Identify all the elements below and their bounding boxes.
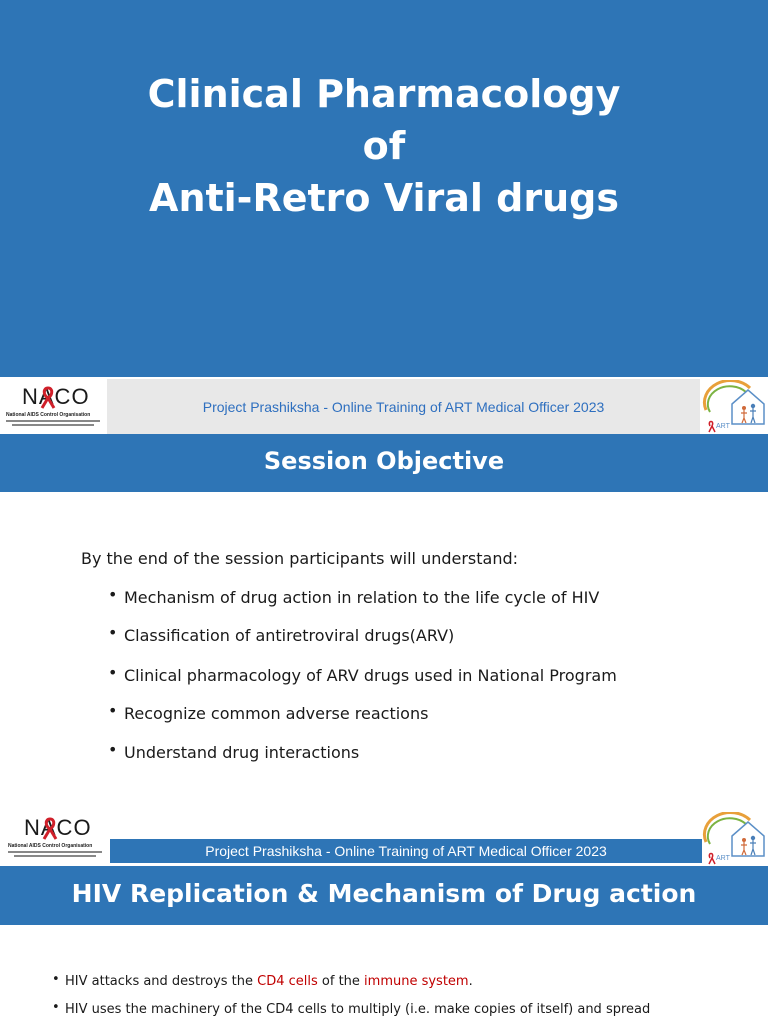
title-line-2: of <box>362 124 406 168</box>
text-segment: HIV attacks and destroys the <box>65 974 258 989</box>
bullet-icon: • <box>52 1000 60 1015</box>
fine-print <box>6 420 100 422</box>
footer-text: Project Prashiksha - Online Training of ART Medical Officer 2023 <box>205 843 607 859</box>
section-title: HIV Replication & Mechanism of Drug action <box>71 879 697 908</box>
text-segment: of the <box>317 974 365 989</box>
bullet-icon: • <box>108 701 118 720</box>
title-slide <box>0 0 768 377</box>
title-line-1: Clinical Pharmacology <box>147 72 621 116</box>
fine-print <box>14 855 96 857</box>
art-logo <box>702 812 766 866</box>
text-segment: . <box>468 974 473 989</box>
list-item-text: Classification of antiretroviral drugs(ARV) <box>124 626 455 645</box>
naco-logo <box>6 815 106 861</box>
list-item-text: Understand drug interactions <box>124 743 360 762</box>
list-item-text: Mechanism of drug action in relation to the life cycle of HIV <box>124 588 600 607</box>
bullet-icon: • <box>108 663 118 682</box>
fine-print <box>8 851 102 853</box>
list-item-text: HIV uses the machinery of the CD4 cells to multiply (i.e. make copies of itself) and spread <box>65 1002 651 1017</box>
cd4-cells-term: CD4 cells <box>257 974 318 989</box>
art-logo <box>702 380 766 434</box>
art-label: ART <box>716 423 730 430</box>
list-item-text: Recognize common adverse reactions <box>124 704 429 723</box>
bullet-icon: • <box>108 740 118 759</box>
naco-subtitle: National AIDS Control Organisation <box>6 412 91 418</box>
list-item-text <box>65 974 473 989</box>
naco-wordmark: NACO <box>22 384 90 409</box>
bullet-icon: • <box>108 623 118 642</box>
naco-wordmark: NACO <box>24 815 92 840</box>
intro-text: By the end of the session participants will understand: <box>81 549 519 568</box>
immune-system-term: immune system <box>364 974 469 989</box>
naco-logo <box>4 384 104 430</box>
art-label: ART <box>716 855 730 862</box>
red-ribbon-icon <box>42 817 58 841</box>
naco-subtitle: National AIDS Control Organisation <box>8 843 93 849</box>
bullet-icon: • <box>52 972 60 987</box>
list-item-text: Clinical pharmacology of ARV drugs used in National Program <box>124 666 617 685</box>
footer-text: Project Prashiksha - Online Training of ART Medical Officer 2023 <box>202 399 605 415</box>
section-title: Session Objective <box>263 447 505 475</box>
fine-print <box>12 424 94 426</box>
bullet-icon: • <box>108 585 118 604</box>
title-line-3: Anti-Retro Viral drugs <box>149 176 619 220</box>
red-ribbon-icon <box>40 386 56 410</box>
